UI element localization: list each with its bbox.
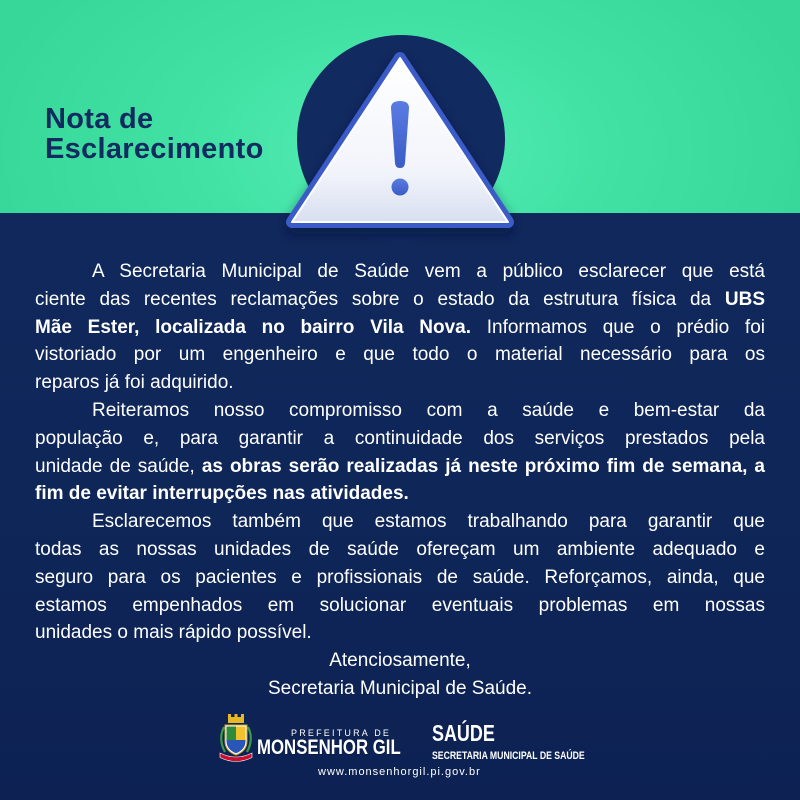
body-text: Informamos que o prédio foi	[471, 316, 765, 338]
body-line	[35, 425, 765, 453]
body-text-bold: UBS	[724, 288, 765, 310]
body-text: população e, para garantir a continuidade dos serviços prestados pela	[35, 427, 765, 449]
website-link[interactable]: www.monsenhorgil.pi.gov.br	[318, 766, 481, 778]
title-line-2: Esclarecimento	[45, 133, 264, 165]
closing-line: Atenciosamente,	[329, 650, 471, 672]
body-line	[35, 369, 765, 397]
body-line	[35, 341, 765, 369]
body-text: todas as nossas unidades de saúde ofereçam um ambiente adequado e	[35, 538, 765, 560]
title-line-1: Nota de	[45, 103, 154, 135]
body-text: unidades o mais rápido possível.	[35, 622, 312, 644]
body-line	[35, 314, 765, 342]
body-line	[35, 564, 765, 592]
health-logo-subtitle: SECRETARIA MUNICIPAL DE SAÚDE	[432, 750, 585, 762]
body-line	[35, 619, 765, 647]
body-line	[35, 258, 765, 286]
coat-of-arms-icon	[216, 713, 256, 765]
notice-body	[35, 258, 765, 703]
body-text-bold: fim de evitar interrupções nas atividades.	[35, 483, 409, 505]
body-line	[35, 286, 765, 314]
body-text: ciente das recentes reclamações sobre o estado da estrutura física da	[35, 288, 725, 310]
body-text-bold: as obras serão realizadas já neste próximo fim de semana, a	[201, 455, 765, 477]
city-name: MONSENHOR GIL	[257, 736, 401, 759]
body-text: reparos já foi adquirido.	[35, 372, 234, 394]
body-line	[35, 508, 765, 536]
body-line	[35, 397, 765, 425]
signature-line: Secretaria Municipal de Saúde.	[267, 677, 533, 699]
exclamation-dot	[392, 179, 409, 196]
body-text-bold: Mãe Ester, localizada no bairro Vila Nova.	[35, 316, 472, 338]
body-line	[35, 592, 765, 620]
body-text: A Secretaria Municipal de Saúde vem a público esclarecer que está	[92, 261, 765, 282]
health-logo-title: SAÚDE	[432, 720, 495, 746]
body-text: Esclarecemos também que estamos trabalhando para garantir que	[92, 511, 765, 533]
body-text: Reiteramos nosso compromisso com a saúde e bem-estar da	[92, 399, 765, 421]
body-text: estamos empenhados em solucionar eventuais problemas em nossas	[35, 594, 765, 616]
body-text: unidade de saúde,	[35, 455, 202, 477]
page-title	[45, 104, 264, 164]
body-text: seguro para os pacientes e profissionais de saúde. Reforçamos, ainda, que	[35, 566, 765, 588]
body-text: vistoriado por um engenheiro e que todo o material necessário para os	[35, 344, 765, 366]
body-line	[35, 536, 765, 564]
body-line	[35, 480, 765, 508]
prefeitura-label: PREFEITURA DE	[291, 728, 392, 738]
body-line	[35, 453, 765, 481]
